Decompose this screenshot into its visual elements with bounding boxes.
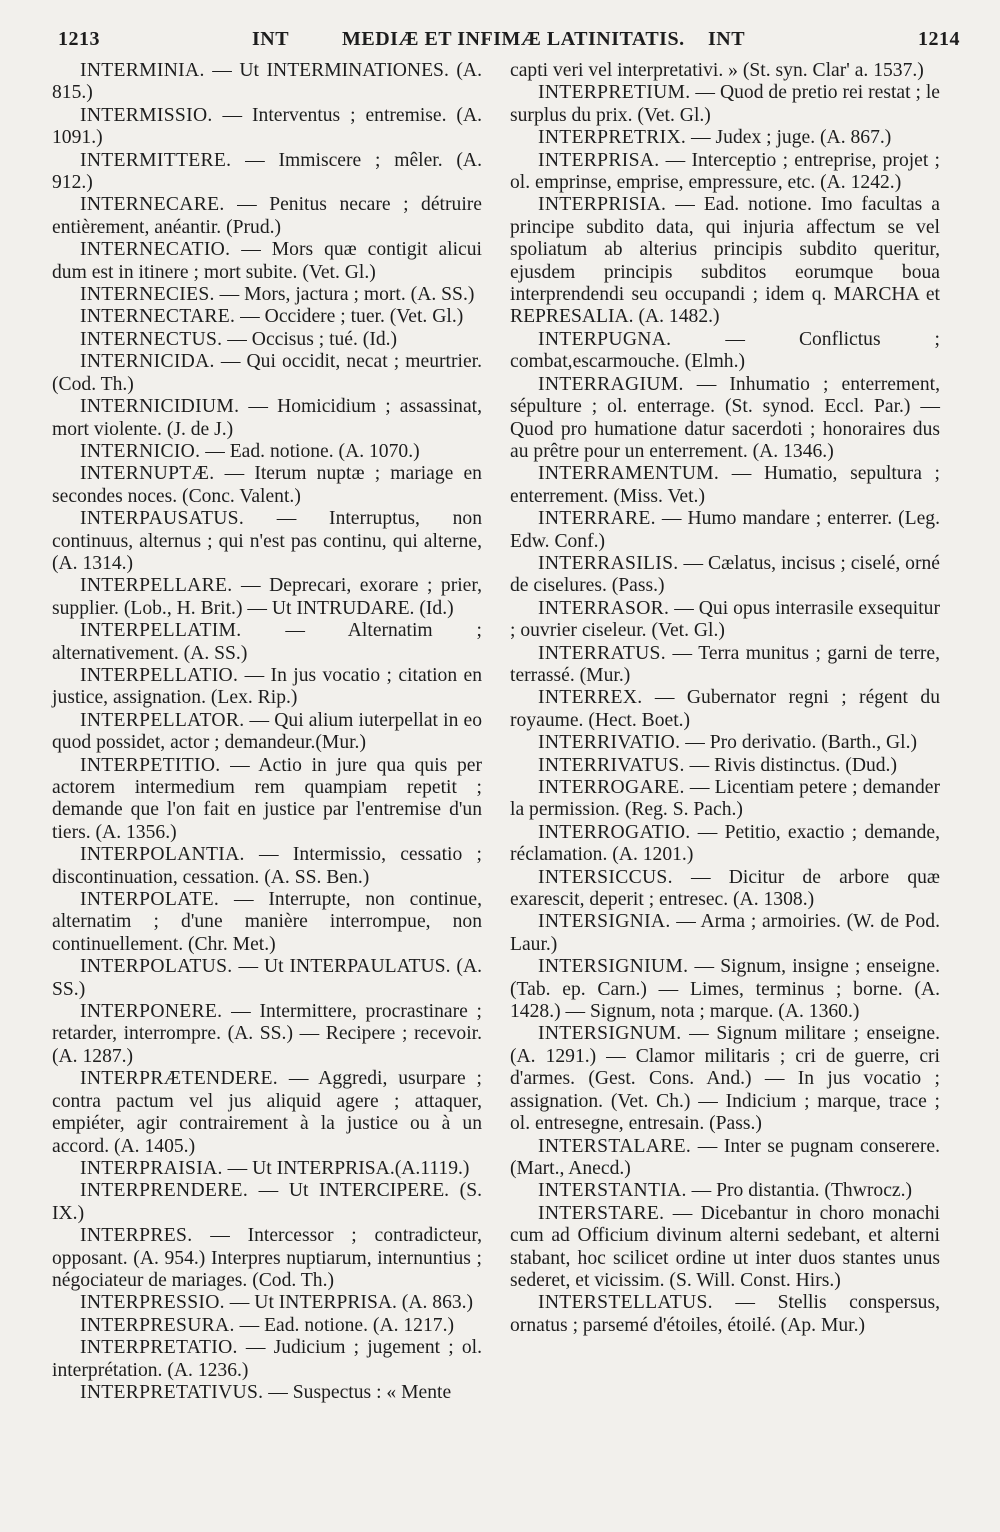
entry-headword: INTERPELLATOR. [80,709,245,731]
entry-definition: — Conflictus ; combat,escarmouche. (Elmh.) [510,328,940,373]
entry-headword: INTERNICIDA. [80,351,215,373]
entry-definition: — Intermissio, cessatio ; discontinuation, cessation. (A. SS. Ben.) [52,844,482,888]
entry-definition: capti veri vel interpretativi. » (St. syn. Clar' a. 1537.) [510,60,924,81]
dictionary-entry [52,844,482,889]
entry-headword: INTERPRES. [80,1225,193,1247]
dictionary-entry [52,755,482,845]
entry-definition: — Signum militare ; enseigne. (A. 1291.) — Clamor militaris ; cri de guerre, cri d'armes. (Gest. Cons. And.) — In jus vocatio ; assignation. (Vet. Ch.) — Indicium ; marque, trace ; ol. entresegne, entresain. (Pass.) [510,1023,940,1135]
entry-definition: — Iterum nuptæ ; mariage en secondes noces. (Conc. Valent.) [52,463,482,507]
entry-definition: — In jus vocatio ; citation en justice, assignation. (Lex. Rip.) [52,664,482,709]
dictionary-entry [52,396,482,441]
dictionary-entry [52,239,482,284]
entry-headword: INTERSTELLATUS. [538,1292,713,1314]
entry-headword: INTERMINIA. [80,60,205,81]
dictionary-entry [52,1382,482,1404]
entry-headword: INTERSTARE. [538,1202,665,1224]
dictionary-entry [510,82,940,127]
entry-definition: — Actio in jure qua quis per actorem intermedium rem quampiam repetit ; demande que l'on fait en justice par l'entremise d'un tiers. (A. 1356.) [52,754,482,843]
dictionary-entry [52,441,482,463]
dictionary-entry [52,1337,482,1382]
entry-definition: — Ead. notione. (A. 1217.) [239,1314,454,1336]
entry-headword: INTERMISSIO. [80,104,213,126]
entry-definition: — Suspectus : « Mente [268,1381,452,1403]
entry-headword: INTERSTALARE. [538,1135,692,1157]
entry-definition: — Qui alium iuterpellat in eo quod possidet, actor ; demandeur.(Mur.) [52,709,482,754]
entry-headword: INTERPOLATUS. [80,956,233,978]
entry-definition: — Mors quæ contigit alicui dum est in itinere ; mort subite. (Vet. Gl.) [52,239,482,283]
dictionary-entry [510,1203,940,1293]
entry-definition: — Interventus ; entremise. (A. 1091.) [52,104,482,149]
entry-headword: INTERROGARE. [538,777,685,798]
entry-headword: INTERRATUS. [538,642,666,664]
entry-definition: — Judicium ; jugement ; ol. interprétation. (A. 1236.) [52,1337,482,1381]
dictionary-entry [510,508,940,553]
entry-headword: INTERNECTUS. [80,328,223,350]
entry-headword: INTERPUGNA. [538,328,672,350]
dictionary-entry [52,463,482,508]
dictionary-entry [52,1292,482,1314]
dictionary-entry [52,956,482,1001]
dictionary-entry [510,329,940,374]
dictionary-entry [510,755,940,777]
dictionary-entry [52,1158,482,1180]
entry-headword: INTERPRETIUM. [538,82,691,104]
entry-definition: — Stellis conspersus, ornatus ; parsemé d'étoiles, étoilé. (Ap. Mur.) [510,1292,940,1336]
section-marker-right: INT [708,28,746,50]
entry-definition: — Dicitur de arbore quæ exarescit, deperit ; entresec. (A. 1308.) [510,866,940,911]
dictionary-entry [510,463,940,508]
entry-definition: — Deprecari, exorare ; prier, supplier. (Lob., H. Brit.) — Ut INTRUDARE. (Id.) [52,575,483,619]
entry-definition: — Immiscere ; mêler. (A. 912.) [52,149,482,194]
entry-definition: — Arma ; armoiries. (W. de Pod. Laur.) [510,911,940,955]
dictionary-entry [510,643,940,688]
entry-headword: INTERSIGNIUM. [538,956,689,978]
entry-headword: INTERPRISIA. [538,194,667,216]
entry-definition: — Terra munitus ; garni de terre, terrassé. (Mur.) [510,642,940,686]
entry-definition: — Intermittere, procrastinare ; retarder, interrompre. (A. SS.) — Recipere ; recevoir. (A. 1287.) [52,1001,482,1067]
entry-definition: — Inhumatio ; enterrement, sépulture ; ol. enterrage. (St. synod. Eccl. Par.) — Quod pro humatione datur sacerdoti ; honoraires dus au prêtre pour un enterrement. (A. 1346.) [510,373,940,462]
dictionary-entry [510,867,940,912]
entry-definition: — Aggredi, usurpare ; contra pactum vel jus aliquid agere ; attaquer, empiéter, agir contrairement à la justice ou à un accord. (A. 1405.) [52,1068,482,1157]
entry-definition: — Petitio, exactio ; demande, réclamation. (A. 1201.) [510,821,940,866]
dictionary-entry [52,351,482,396]
page-number-left: 1213 [58,28,100,50]
entry-definition: — Gubernator regni ; régent du royaume. (Hect. Boet.) [510,687,941,731]
section-marker-left: INT [252,28,290,50]
dictionary-entry [510,1136,940,1181]
page-number-right: 1214 [918,28,960,50]
entry-definition: — Interceptio ; entreprise, projet ; ol. emprinse, emprise, empressure, etc. (A. 1242.) [510,149,940,194]
entry-headword: INTERSICCUS. [538,866,673,888]
dictionary-entry [52,665,482,710]
dictionary-entry [510,127,940,149]
entry-headword: INTERRAGIUM. [538,373,684,395]
entry-definition: — Ead. notione. (A. 1070.) [205,440,420,462]
entry-definition: — Alternatim ; alternativement. (A. SS.) [52,620,482,664]
page-header [58,28,960,58]
entry-definition: — Judex ; juge. (A. 867.) [691,127,892,149]
entry-definition: — Intercessor ; contradicteur, opposant. (A. 954.) Interpres nuptiarum, internuntius ; négociateur de mariages. (Cod. Th.) [52,1225,482,1291]
dictionary-entry [510,553,940,598]
dictionary-entry [510,598,940,643]
dictionary-entry [52,889,482,956]
entry-definition: — Cælatus, incisus ; ciselé, orné de ciselures. (Pass.) [510,552,940,597]
dictionary-entry [52,1001,482,1068]
entry-headword: INTERRASILIS. [538,552,679,574]
entry-definition: — Pro derivatio. (Barth., Gl.) [685,732,918,754]
entry-definition: — Dicebantur in choro monachi cum ad Officium divinum alterni sedebant, et alterni stabant, hoc scilicet ordine ut inter duos stantes unus sederet, et vicissim. (S. Will. Const. Hirs.) [510,1202,940,1291]
entry-definition: — Penitus necare ; détruire entièrement, anéantir. (Prud.) [52,194,482,238]
entry-definition: — Ead. notione. Imo facultas a principe subdito data, qui injuria affectum se vel spoliatum ab alterius principis subdito queritur, ejusdem principis subditos eorumque boua interprendendi seu occupandi ; idem q. MARCHA et REPRESALIA. (A. 1482.) [510,194,940,328]
dictionary-entry [52,620,482,665]
entry-definition: — Occisus ; tué. (Id.) [227,328,398,350]
entry-headword: INTERSTANTIA. [538,1180,687,1202]
entry-headword: INTERNECTARE. [80,306,236,328]
entry-definition: — Homicidium ; assassinat, mort violente. (J. de J.) [52,396,482,440]
entry-headword: INTERPRÆTENDERE. [80,1068,279,1090]
entry-headword: INTERPRETATIO. [80,1337,238,1359]
entry-headword: INTERRAMENTUM. [538,463,720,485]
entry-headword: INTERRIVATUS. [538,754,685,776]
dictionary-entry [52,284,482,306]
entry-headword: INTERRARE. [538,508,656,530]
dictionary-entry [510,150,940,195]
entry-definition: — Interrupte, non continue, alternatim ; d'une manière interrompue, non continuellement. (Chr. Met.) [52,889,482,955]
entry-headword: INTERPRESSIO. [80,1292,225,1314]
entry-headword: INTERPRENDERE. [80,1180,249,1202]
dictionary-entry [510,687,940,732]
entry-headword: INTERSIGNUM. [538,1023,682,1045]
entry-headword: INTERNICIO. [80,440,201,462]
entry-definition: — Qui occidit, necat ; meurtrier. (Cod. Th.) [52,351,482,395]
dictionary-entry [52,575,482,620]
entry-definition: — Ut INTERPRISA.(A.1119.) [227,1157,470,1179]
dictionary-entry [510,374,940,464]
dictionary-entry [52,1180,482,1225]
dictionary-entry [52,710,482,755]
dictionary-entry [510,1292,940,1337]
dictionary-entry [52,1068,482,1158]
running-title: MEDIÆ ET INFIMÆ LATINITATIS. [342,28,685,50]
dictionary-entry [52,150,482,195]
dictionary-entry [510,1180,940,1202]
entry-headword: INTERPELLARE. [80,575,233,597]
entry-definition: — Mors, jactura ; mort. (A. SS.) [219,284,475,306]
dictionary-entry [52,105,482,150]
dictionary-entry [52,508,482,575]
entry-headword: INTERROGATIO. [538,821,691,843]
entry-headword: INTERPONERE. [80,1001,223,1023]
entry-headword: INTERNECIES. [80,284,215,306]
dictionary-entry [510,1023,940,1135]
entry-headword: INTERPOLATE. [80,889,220,911]
entry-headword: INTERPRESURA. [80,1314,235,1336]
dictionary-entry [510,732,940,754]
entry-definition: — Ut INTERMINATIONES. (A. 815.) [52,60,482,104]
dictionary-entry [52,1315,482,1337]
dictionary-entry [510,60,940,82]
entry-headword: INTERPRETRIX. [538,127,687,149]
dictionary-entry [52,306,482,328]
entry-headword: INTERPELLATIO. [80,664,239,686]
entry-headword: INTERMITTERE. [80,149,232,171]
entry-headword: INTERPETITIO. [80,754,221,776]
entry-definition: — Ut INTERCIPERE. (S. IX.) [52,1180,482,1224]
entry-definition: — Rivis distinctus. (Dud.) [689,754,897,776]
entry-headword: INTERSIGNIA. [538,911,671,933]
entry-definition: — Interruptus, non continuus, alternus ; qui n'est pas continu, qui alterne, (A. 1314.) [52,508,482,574]
dictionary-entry [510,777,940,822]
entry-headword: INTERPAUSATUS. [80,508,245,530]
entry-headword: INTERRASOR. [538,597,670,619]
right-column [510,60,940,1337]
entry-headword: INTERNECATIO. [80,239,231,261]
entry-headword: INTERPRAISIA. [80,1157,223,1179]
entry-headword: INTERPRETATIVUS. [80,1381,264,1403]
entry-definition: — Inter se pugnam conserere. (Mart., Anecd.) [510,1135,940,1179]
dictionary-entry [510,911,940,956]
entry-definition: — Humo mandare ; enterrer. (Leg. Edw. Conf.) [510,508,940,552]
entry-definition: — Humatio, sepultura ; enterrement. (Miss. Vet.) [510,463,940,507]
left-column [52,60,482,1404]
dictionary-entry [52,1225,482,1292]
entry-headword: INTERPRISA. [538,149,660,171]
dictionary-entry [52,329,482,351]
dictionary-entry [510,822,940,867]
entry-headword: INTERNUPTÆ. [80,463,215,485]
entry-definition: — Signum, insigne ; enseigne. (Tab. ep. Carn.) — Limes, terminus ; borne. (A. 1428.) — Signum, nota ; marque. (A. 1360.) [510,956,940,1023]
entry-headword: INTERRIVATIO. [538,732,681,754]
entry-definition: — Licentiam petere ; demander la permission. (Reg. S. Pach.) [510,777,940,821]
entry-headword: INTERNICIDIUM. [80,396,240,418]
entry-definition: — Qui opus interrasile exsequitur ; ouvrier ciseleur. (Vet. Gl.) [510,597,940,642]
entry-headword: INTERPOLANTIA. [80,844,245,866]
dictionary-entry [510,956,940,1023]
entry-definition: — Pro distantia. (Thwrocz.) [691,1180,913,1202]
entry-headword: INTERREX. [538,687,643,709]
entry-definition: — Quod de pretio rei restat ; le surplus du prix. (Vet. Gl.) [510,82,940,126]
entry-headword: INTERPELLATIM. [80,620,242,642]
entry-definition: — Ut INTERPRISA. (A. 863.) [229,1292,474,1314]
entry-definition: — Ut INTERPAULATUS. (A. SS.) [52,956,482,1000]
dictionary-entry [52,194,482,239]
dictionary-entry [52,60,482,105]
entry-headword: INTERNECARE. [80,194,225,216]
dictionary-entry [510,194,940,328]
entry-definition: — Occidere ; tuer. (Vet. Gl.) [240,306,464,328]
